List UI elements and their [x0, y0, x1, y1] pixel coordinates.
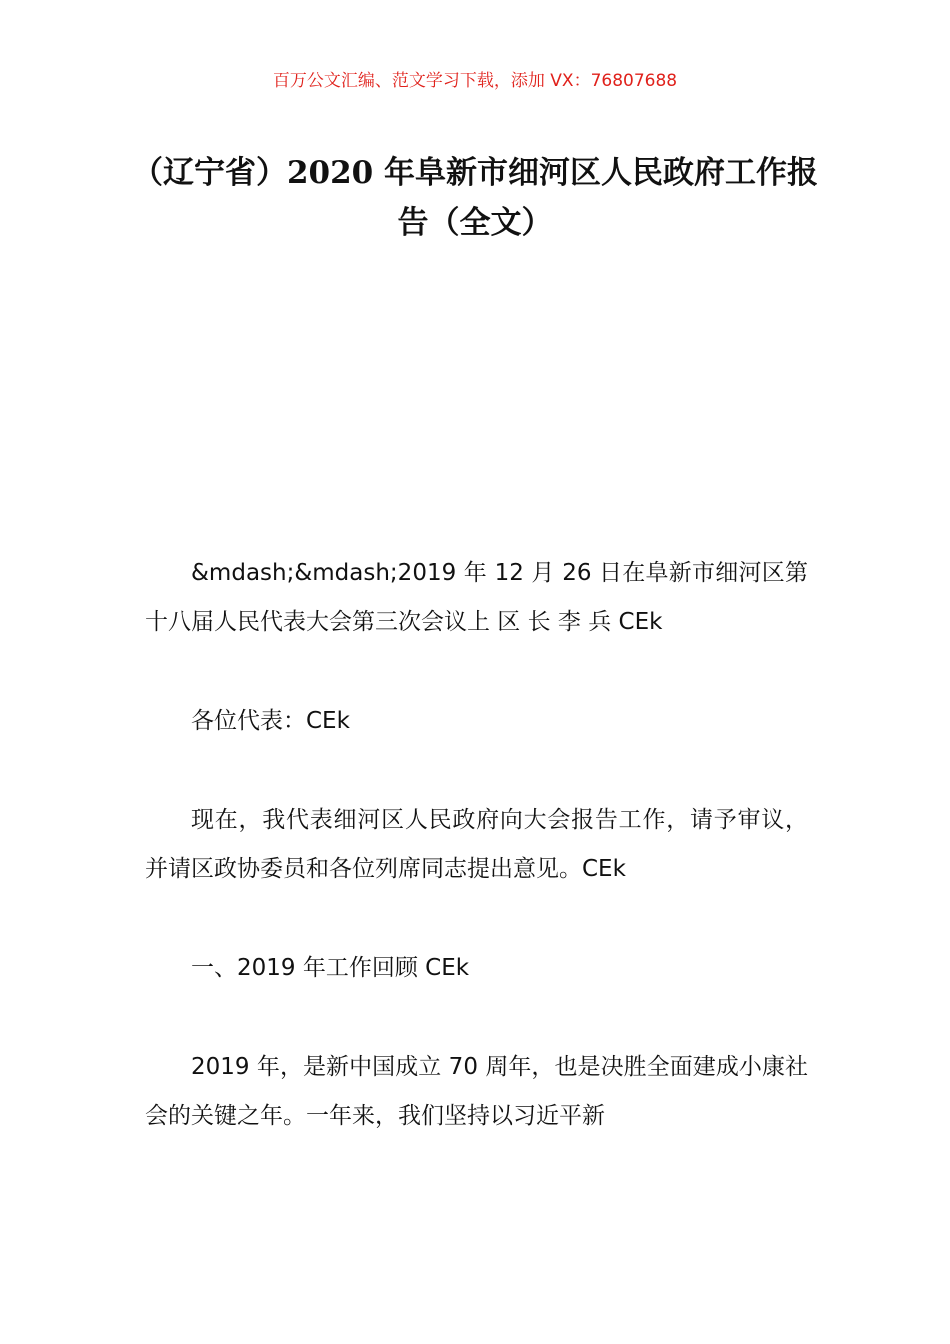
header-note: 百万公文汇编、范文学习下载，添加 VX：76807688: [272, 71, 678, 91]
paragraph-intro: 现在，我代表细河区人民政府向大会报告工作，请予审议，并请区政协委员和各位列席同志提出意见。CEk: [145, 807, 808, 882]
document-body: [145, 549, 808, 1191]
paragraph-review: 2019 年，是新中国成立 70 周年，也是决胜全面建成小康社会的关键之年。一年来，我们坚持以习近平新: [145, 1054, 808, 1129]
paragraph-salutation: 各位代表：CEk: [191, 708, 350, 734]
document-title: （辽宁省）2020 年阜新市细河区人民政府工作报告（全文）: [131, 155, 819, 241]
paragraph-dateline: &mdash;&mdash;2019 年 12 月 26 日在阜新市细河区第十八届人民代表大会第三次会议上 区 长 李 兵 CEk: [145, 560, 808, 635]
section-heading: 一、2019 年工作回顾 CEk: [191, 955, 470, 981]
